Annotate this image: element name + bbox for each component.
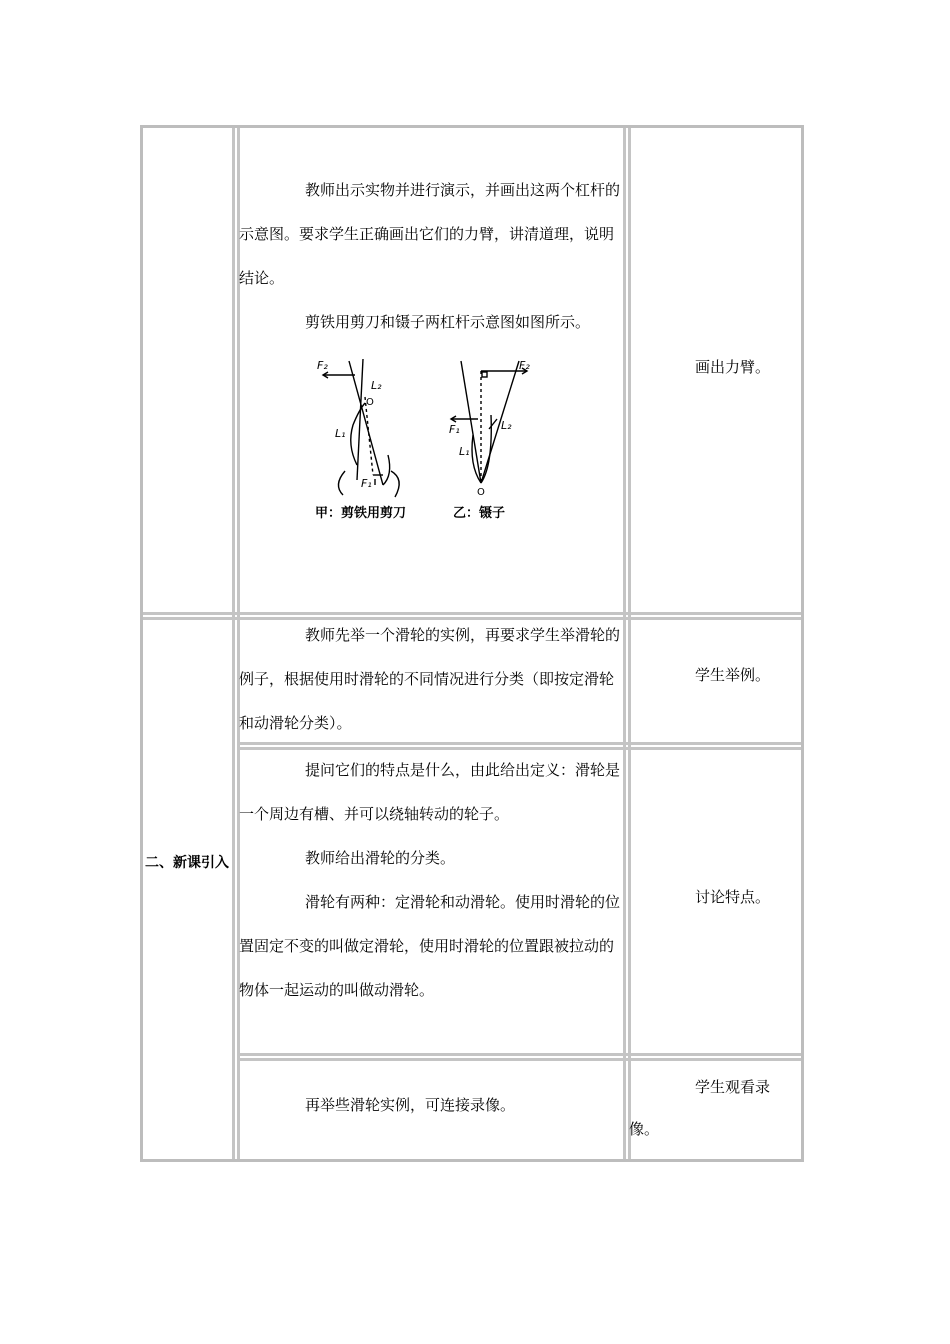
row1-content (239, 168, 623, 344)
tweezers-l2-label: L₂ (501, 419, 512, 432)
row4-activity (629, 1066, 799, 1150)
row2-paragraph: 教师先举一个滑轮的实例，再要求学生举滑轮的例子，根据使用时滑轮的不同情况进行分类（即按定滑轮和动滑轮分类）。 (239, 626, 621, 732)
scissors-l1-label: L₁ (335, 427, 346, 440)
col-divider-3 (623, 128, 626, 1159)
tweezers-diagram (451, 361, 527, 483)
tweezers-l1-label: L₁ (459, 445, 470, 458)
section-title: 二、新课引入 (145, 855, 229, 871)
row1-paragraph-2: 剪铁用剪刀和镊子两杠杆示意图如图所示。 (305, 313, 591, 331)
row4-activity-text: 学生观看录像。 (629, 1078, 771, 1138)
row4-content (239, 1083, 623, 1127)
lever-figure (313, 355, 557, 533)
scissors-o-label: O (366, 397, 374, 408)
row3-activity: 讨论特点。 (695, 888, 771, 906)
lesson-table (140, 125, 804, 1162)
row1-paragraph-1: 教师出示实物并进行演示，并画出这两个杠杆的示意图。要求学生正确画出它们的力臂，讲清道理，说明结论。 (239, 181, 621, 287)
tweezers-o-label: O (477, 487, 485, 498)
tweezers-caption: 乙：镊子 (453, 506, 506, 521)
row2-content (239, 613, 623, 745)
lever-diagram (313, 355, 557, 533)
tweezers-f1-label: F₁ (449, 423, 460, 436)
col-divider-1 (232, 128, 235, 1159)
row3-content (239, 748, 623, 1012)
scissors-f2-label: F₂ (317, 359, 328, 372)
scissors-caption: 甲：剪铁用剪刀 (315, 506, 407, 521)
col-divider-4 (628, 128, 631, 1159)
row4-paragraph: 再举些滑轮实例，可连接录像。 (305, 1096, 516, 1114)
row-divider-3b (237, 1058, 801, 1061)
row1-activity: 画出力臂。 (695, 358, 771, 376)
row2-activity: 学生举例。 (695, 666, 771, 684)
row3-paragraph-1: 提问它们的特点是什么，由此给出定义：滑轮是一个周边有槽、并可以绕轴转动的轮子。 (239, 761, 621, 823)
row3-paragraph-3: 滑轮有两种：定滑轮和动滑轮。使用时滑轮的位置固定不变的叫做定滑轮，使用时滑轮的位置跟被拉动的物体一起运动的叫做动滑轮。 (239, 893, 621, 999)
row-divider-3 (237, 1053, 801, 1056)
row3-paragraph-2: 教师给出滑轮的分类。 (305, 849, 456, 867)
scissors-l2-label: L₂ (371, 379, 382, 392)
tweezers-f2-label: F₂ (519, 359, 530, 372)
scissors-f1-label: F₁ (361, 477, 372, 490)
